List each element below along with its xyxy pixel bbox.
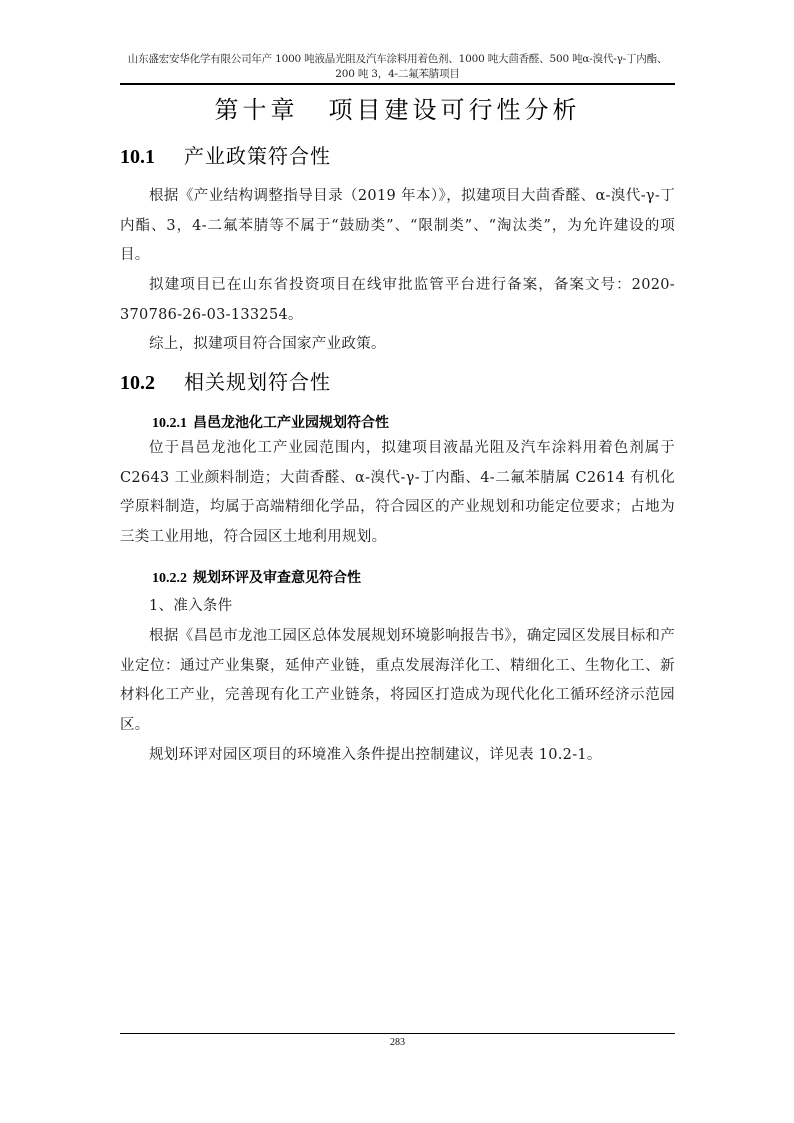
section-title: 产业政策符合性 <box>184 144 331 168</box>
subsection-title: 规划环评及审查意见符合性 <box>193 570 361 586</box>
section-heading-10-2 <box>120 369 331 396</box>
chapter-name: 项目建设可行性分析 <box>328 96 581 124</box>
chapter-title <box>120 94 675 126</box>
paragraph: 位于昌邑龙池化工产业园范围内，拟建项目液晶光阻及汽车涂料用着色剂属于 C2643 工业颜料制造；大茴香醛、α-溴代-γ-丁内酯、4-二氟苯腈属 C2614 有机化学原料制造，均属于高端精细化学品，符合园区的产业规划和功能定位要求；占地为三类工业用地，符合园区土地利用规划。 <box>120 440 675 545</box>
paragraph: 综上，拟建项目符合国家产业政策。 <box>149 336 386 352</box>
section-heading-10-1 <box>120 143 331 170</box>
page-number: 283 <box>390 1037 405 1048</box>
subsection-heading-10-2-1 <box>152 413 389 434</box>
footer-divider <box>120 1033 675 1034</box>
section-title: 相关规划符合性 <box>184 370 331 394</box>
subsection-number: 10.2.2 <box>152 571 187 586</box>
running-header: 山东盛宏安华化学有限公司年产 1000 吨液晶光阻及汽车涂料用着色剂、1000 吨大茴香醛、500 吨α-溴代-γ-丁内酯、200 吨 3，4-二氟苯腈项目 <box>127 53 668 80</box>
paragraph: 根据《产业结构调整指导目录（2019 年本）》，拟建项目大茴香醛、α-溴代-γ-丁内酯、3，4-二氟苯腈等不属于“鼓励类”、“限制类”、“淘汰类”，为允许建设的项目。 <box>120 188 675 263</box>
subsection-number: 10.2.1 <box>152 416 187 431</box>
list-heading: 1、准入条件 <box>149 598 233 614</box>
subsection-title: 昌邑龙池化工产业园规划符合性 <box>193 415 389 431</box>
paragraph: 规划环评对园区项目的环境准入条件提出控制建议，详见表 10.2-1。 <box>149 747 602 763</box>
chapter-number: 第十章 <box>214 96 299 124</box>
section-number: 10.1 <box>120 146 155 168</box>
paragraph: 拟建项目已在山东省投资项目在线审批监管平台进行备案，备案文号：2020-370786-26-03-133254。 <box>120 277 675 323</box>
header-divider <box>120 83 675 85</box>
paragraph: 根据《昌邑市龙池工园区总体发展规划环境影响报告书》，确定园区发展目标和产业定位：通过产业集聚，延伸产业链，重点发展海洋化工、精细化工、生物化工、新材料化工产业，完善现有化工产业链条，将园区打造成为现代化化工循环经济示范园区。 <box>120 628 675 733</box>
subsection-heading-10-2-2 <box>152 568 361 589</box>
section-number: 10.2 <box>120 372 155 394</box>
